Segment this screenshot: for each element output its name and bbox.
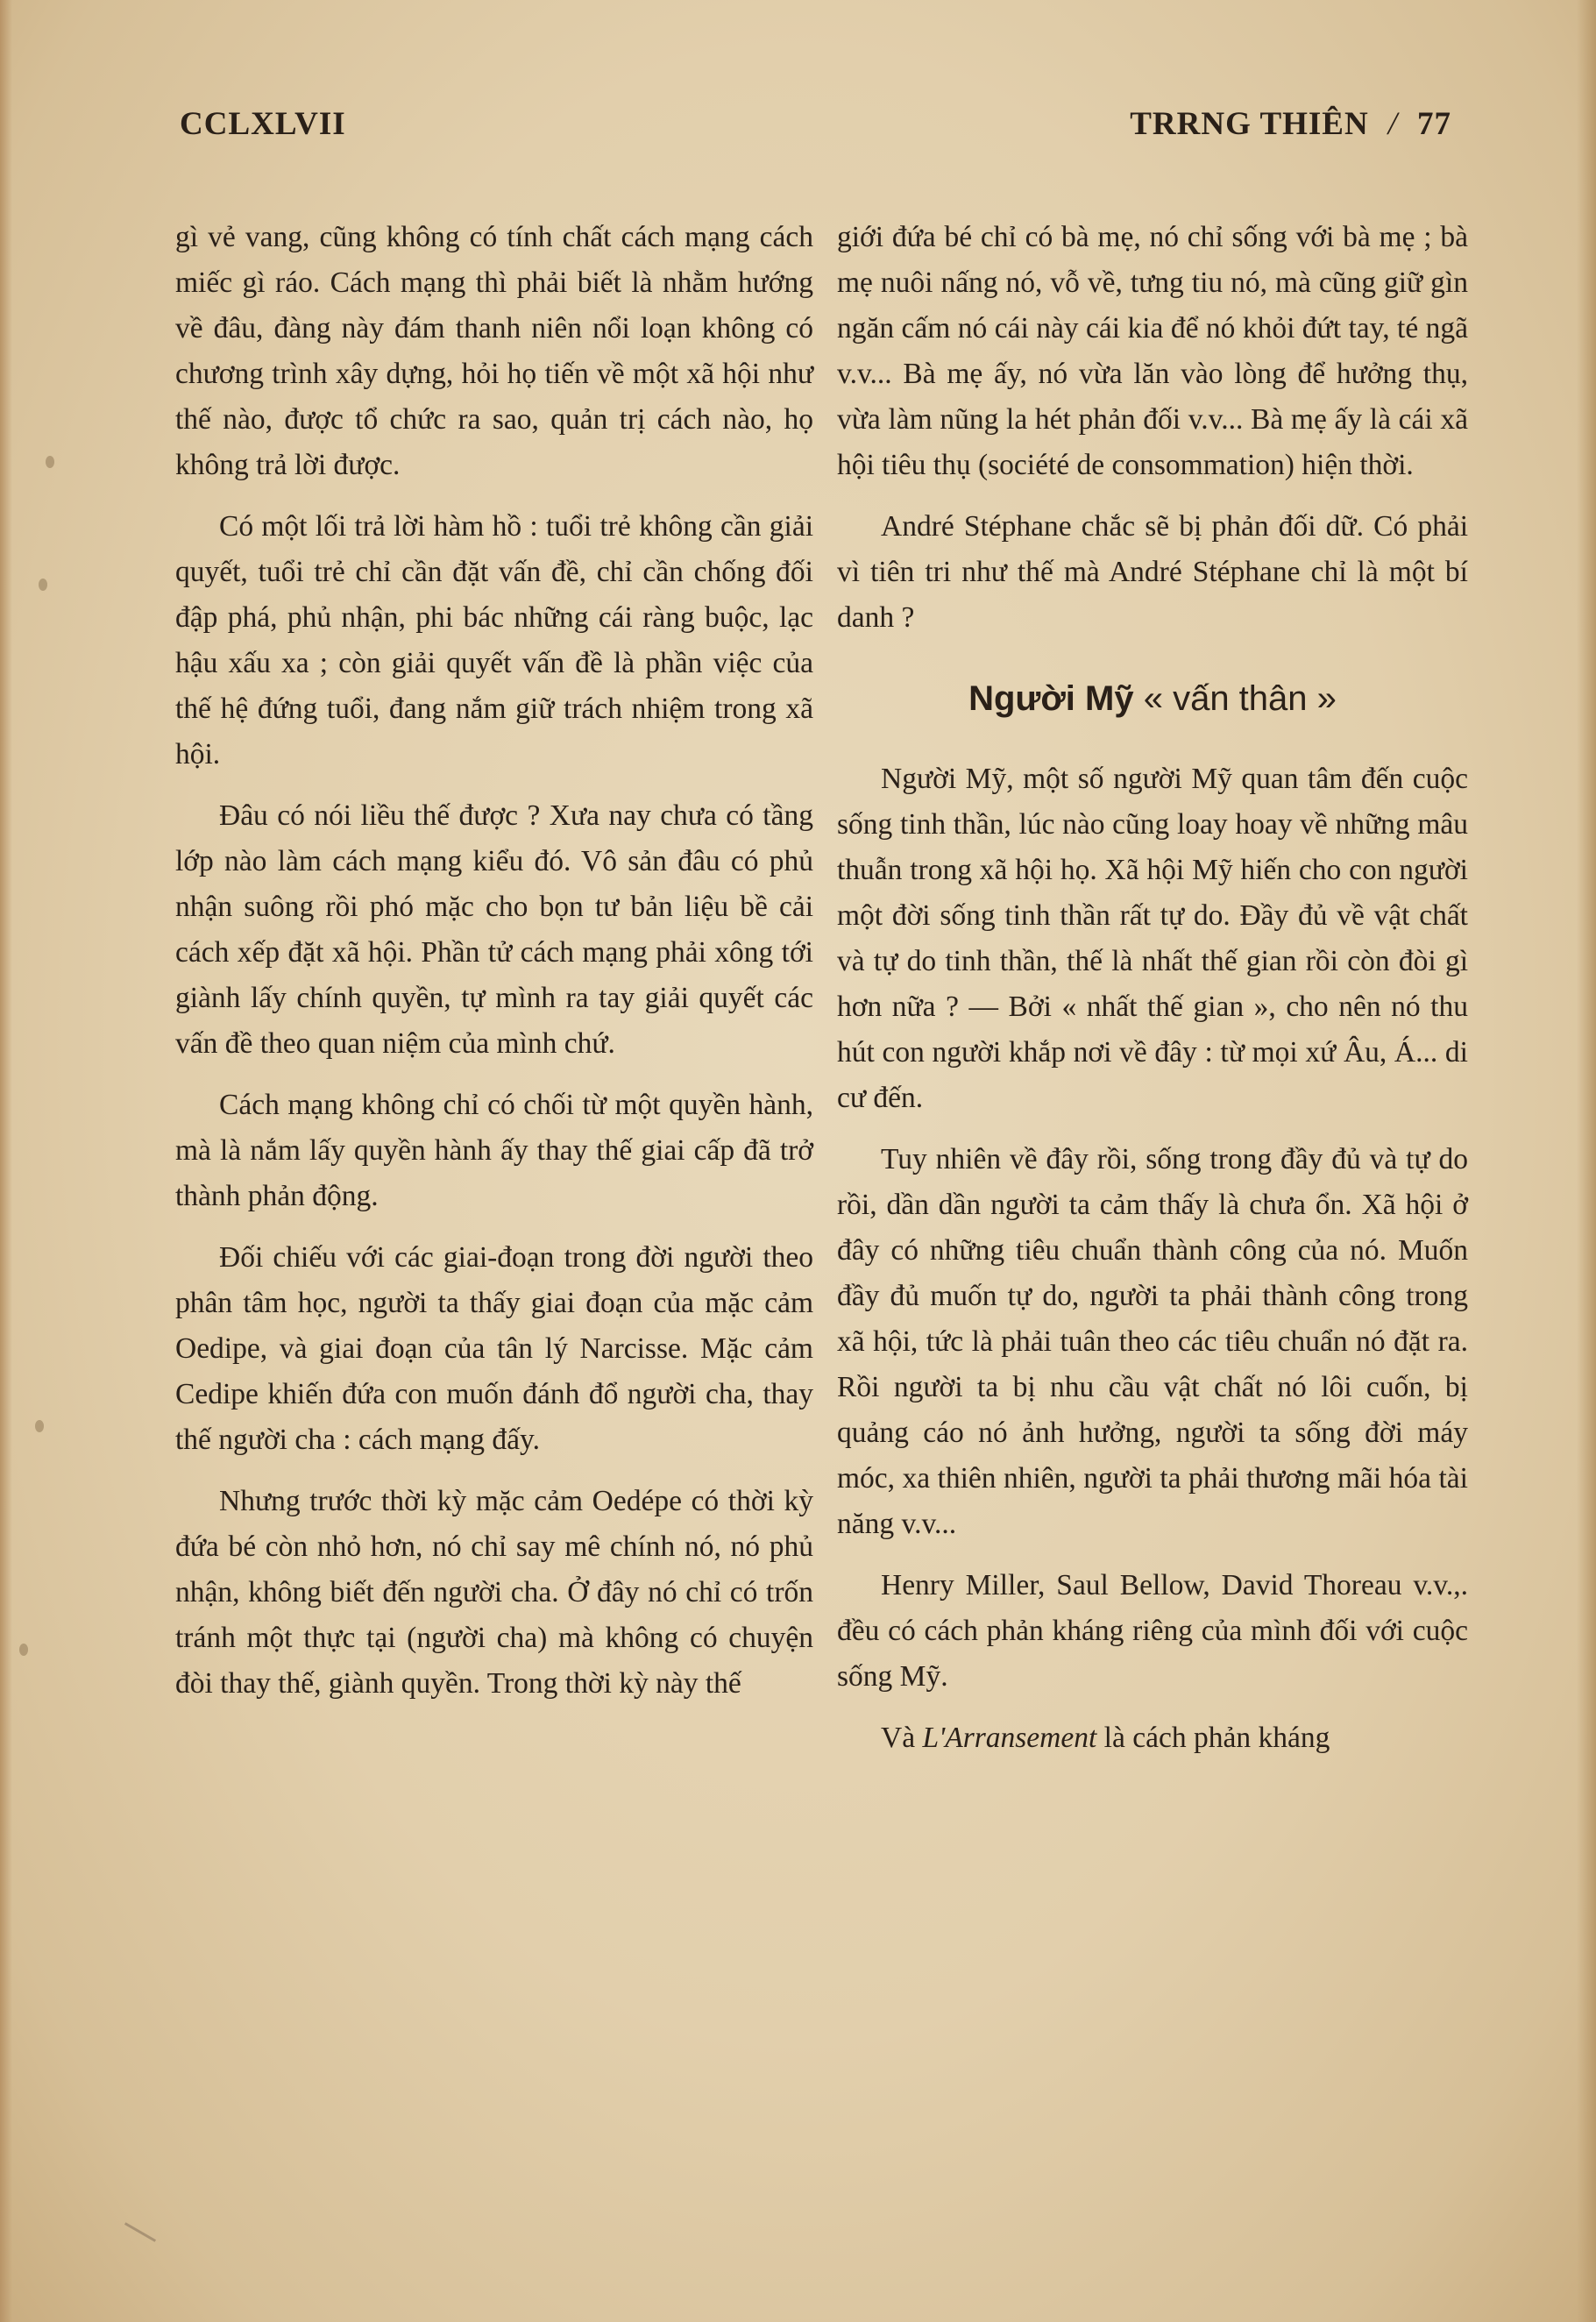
film-title: L'Arransement [922, 1722, 1097, 1754]
paragraph: giới đứa bé chỉ có bà mẹ, nó chỉ sống với bà mẹ ; bà mẹ nuôi nấng nó, vỗ về, tưng tiu nó, mà cũng giữ gìn ngăn cấm nó cái này cái kia để nó khỏi đứt tay, té ngã v.v... Bà mẹ ấy, nó vừa lăn vào lòng để hưởng thụ, vừa làm nũng la hét phản đối v.v... Bà mẹ ấy là cái xã hội tiêu thụ (société de consommation) hiện thời. [837, 221, 1468, 481]
header-separator: / [1387, 106, 1398, 142]
paragraph: gì vẻ vang, cũng không có tính chất cách mạng cách miếc gì ráo. Cách mạng thì phải biết là nhằm hướng về đâu, đàng này đám thanh niên nổi loạn không có chương trình xây dựng, hỏi họ tiến về một xã hội như thế nào, được tổ chức ra sao, quản trị cách nào, họ không trả lời được. [175, 221, 813, 481]
paper-speck [39, 579, 47, 591]
paragraph: Nhưng trước thời kỳ mặc cảm Oedépe có thời kỳ đứa bé còn nhỏ hơn, nó chỉ say mê chính nó, nó phủ nhận, không biết đến người cha. Ở đây nó chỉ có trốn tránh một thực tại (người cha) mà không có chuyện đòi thay thế, giành quyền. Trong thời kỳ này thế [175, 1485, 813, 1700]
paper-speck [46, 456, 54, 468]
paragraph: Henry Miller, Saul Bellow, David Thoreau v.v.,. đều có cách phản kháng riêng của mình đối với cuộc sống Mỹ. [837, 1569, 1468, 1693]
running-header [180, 105, 1451, 167]
paragraph-last-line [837, 1715, 1468, 1761]
paper-speck [35, 1420, 44, 1432]
paragraph: Đâu có nói liều thế được ? Xưa nay chưa có tầng lớp nào làm cách mạng kiểu đó. Vô sản đâu có phủ nhận suông rồi phó mặc cho bọn tư bản liệu bề cải cách xếp đặt xã hội. Phần tử cách mạng phải xông tới giành lấy chính quyền, tự mình ra tay giải quyết các vấn đề theo quan niệm của mình chứ. [175, 799, 813, 1060]
page-edge-shadow-left [0, 0, 12, 2322]
journal-title-and-page [1130, 105, 1451, 143]
section-heading-quoted: « vấn thân » [1143, 679, 1337, 718]
section-heading [837, 676, 1468, 721]
page-number: 77 [1417, 106, 1451, 142]
paragraph: Cách mạng không chỉ có chối từ một quyền hành, mà là nắm lấy quyền hành ấy thay thế giai cấp đã trở thành phản động. [175, 1089, 813, 1212]
paragraph: Người Mỹ, một số người Mỹ quan tâm đến cuộc sống tinh thần, lúc nào cũng loay hoay về những mâu thuẫn trong xã hội họ. Xã hội Mỹ hiến cho con người một đời sống tinh thần rất tự do. Đầy đủ về vật chất và tự do tinh thần, thế là nhất thế gian rồi còn đòi gì hơn nữa ? — Bởi « nhất thế gian », cho nên nó thu hút con người khắp nơi về đây : từ mọi xứ Âu, Á... di cư đến. [837, 763, 1468, 1114]
issue-number: CCLXLVII [180, 106, 346, 142]
right-column [837, 215, 1468, 1777]
paragraph: Đối chiếu với các giai-đoạn trong đời người theo phân tâm học, người ta thấy giai đoạn của mặc cảm Oedipe, và giai đoạn của tân lý Narcisse. Mặc cảm Cedipe khiến đứa con muốn đánh đổ người cha, thay thế người cha : cách mạng đấy. [175, 1241, 813, 1456]
paragraph: André Stéphane chắc sẽ bị phản đối dữ. Có phải vì tiên tri như thế mà André Stéphane chỉ là một bí danh ? [837, 510, 1468, 634]
journal-title: TRRNG THIÊN [1130, 106, 1369, 142]
page-edge-shadow-right [1577, 0, 1596, 2322]
left-column [175, 215, 813, 1722]
last-line-suffix: là cách phản kháng [1096, 1722, 1330, 1754]
section-heading-main: Người Mỹ [968, 679, 1134, 718]
paragraph: Có một lối trả lời hàm hồ : tuổi trẻ không cần giải quyết, tuổi trẻ chỉ cần đặt vấn đề, chỉ cần chống đối đập phá, phủ nhận, phi bác những cái ràng buộc, lạc hậu xấu xa ; còn giải quyết vấn đề là phần việc của thế hệ đứng tuổi, đang nắm giữ trách nhiệm trong xã hội. [175, 510, 813, 770]
pen-mark [124, 2222, 156, 2242]
paragraph: Tuy nhiên về đây rồi, sống trong đầy đủ và tự do rồi, dần dần người ta cảm thấy là chưa ổn. Xã hội ở đây có những tiêu chuẩn thành công của nó. Muốn đầy đủ muốn tự do, người ta phải thành công trong xã hội, tức là phải tuân theo các tiêu chuẩn nó đặt ra. Rồi người ta bị nhu cầu vật chất nó lôi cuốn, bị quảng cáo nó ảnh hưởng, người ta sống đời máy móc, xa thiên nhiên, người ta phải thương mãi hóa tài năng v.v... [837, 1143, 1468, 1540]
paper-speck [19, 1644, 28, 1656]
last-line-prefix: Và [881, 1722, 923, 1754]
